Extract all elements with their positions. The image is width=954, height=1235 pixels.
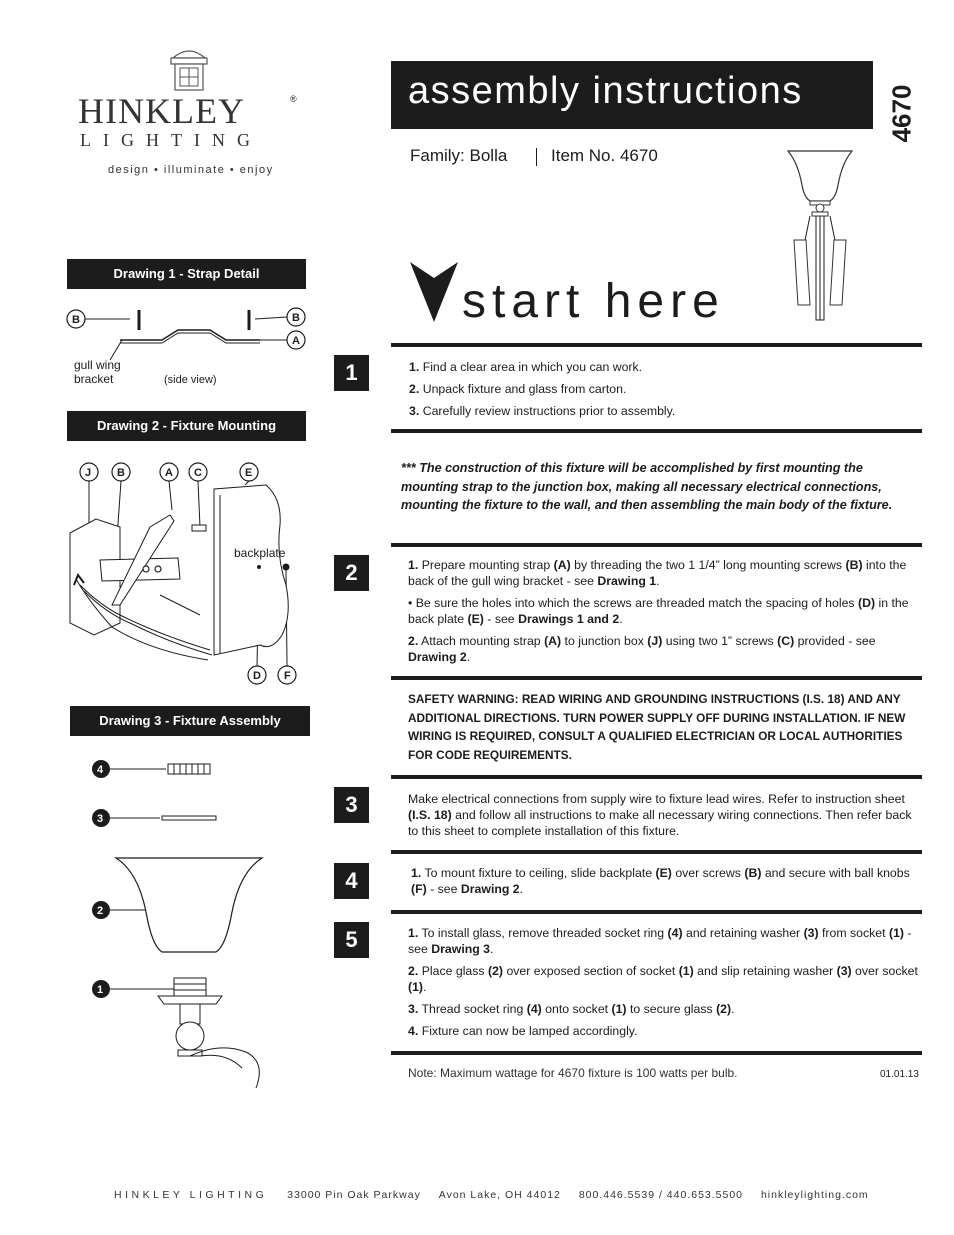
rule-7 — [391, 910, 922, 914]
step-5-para-3: 3. Thread socket ring (4) onto socket (1) to secure glass (2). — [408, 1002, 735, 1016]
brand-logo — [70, 42, 310, 182]
callout-3: 3 — [97, 813, 104, 825]
rule-8 — [391, 1051, 922, 1055]
step-1-badge: 1 — [334, 355, 369, 391]
rule-1 — [391, 343, 922, 347]
callout-j: J — [85, 467, 92, 479]
fixture-illustration — [780, 145, 870, 325]
step-2-para-1: 1. Prepare mounting strap (A) by threading the two 1 1/4” long mounting screws (B) into the back of the gull wing bracket - see Drawing 1. — [408, 558, 907, 588]
rule-2 — [391, 429, 922, 433]
callout-2: 2 — [97, 905, 104, 917]
drawing1-bracket-label: gull wing bracket — [74, 358, 121, 386]
drawing2-fixture-mounting — [60, 455, 320, 695]
rule-4 — [391, 676, 922, 680]
footnote: Note: Maximum wattage for 4670 fixture is 100 watts per bulb. — [408, 1066, 738, 1080]
page-title: assembly instructions — [408, 70, 803, 112]
start-here-text: start here — [462, 275, 725, 328]
drawing2-backplate-label: backplate — [234, 546, 286, 560]
callout-b: B — [72, 314, 80, 326]
item-number-vertical: 4670 — [886, 84, 917, 143]
step-5-para-1: 1. To install glass, remove threaded socket ring (4) and retaining washer (3) from socket (1) - see Drawing 3. — [408, 926, 912, 956]
step-3-body — [408, 791, 918, 845]
step-4-badge: 4 — [334, 863, 369, 899]
rule-3 — [391, 543, 922, 547]
footer-address: 33000 Pin Oak Parkway — [287, 1189, 421, 1201]
family-label: Family: Bolla — [410, 146, 508, 165]
brand-name: HINKLEY — [78, 91, 245, 131]
callout-d: D — [253, 670, 261, 682]
safety-warning: SAFETY WARNING: READ WIRING AND GROUNDING INSTRUCTIONS (I.S. 18) AND ANY ADDITIONAL DIRECTIONS. TURN POWER SUPPLY OFF DURING INSTALLATION. IF NEW WIRING IS REQUIRED, CONSULT A QUALIFIED ELECTRICIAN OR LOCAL AUTHORITIES FOR CODE REQUIREMENTS. — [408, 692, 906, 762]
footer-phone: 800.446.5539 / 440.653.5500 — [578, 1189, 744, 1201]
step-2-para-2: • Be sure the holes into which the screws are threaded match the spacing of holes (D) in the back plate (E) - see Drawings 1 and 2. — [408, 596, 909, 626]
step-2-body — [408, 557, 916, 671]
callout-a: A — [165, 467, 173, 479]
callout-b: B — [117, 467, 125, 479]
step-4-body — [411, 865, 916, 903]
construction-note: *** The construction of this fixture will be accomplished by first mounting the mounting strap to the junction box, making all necessary electrical connections, mounting the fixture to the wall, and then assembling the main body of the fixture. — [401, 461, 893, 512]
step-1-item: 3. Carefully review instructions prior to assembly. — [409, 404, 676, 418]
step-2-badge: 2 — [334, 555, 369, 591]
drawing3-fixture-assembly — [80, 752, 300, 1102]
footer — [114, 1189, 874, 1201]
step-3-badge: 3 — [334, 787, 369, 823]
step-5-para-4: 4. Fixture can now be lamped accordingly. — [408, 1024, 638, 1038]
callout-c: C — [194, 467, 202, 479]
start-arrow-icon — [410, 262, 458, 322]
rule-6 — [391, 850, 922, 854]
step-3-para: Make electrical connections from supply wire to fixture lead wires. Refer to instruction sheet (I.S. 18) and follow all instructions to make all necessary wiring connections. Then refer back to this sheet to complete installation of this fixture. — [408, 792, 912, 838]
callout-e: E — [245, 467, 253, 479]
drawing3-title: Drawing 3 - Fixture Assembly — [70, 706, 310, 736]
step-1-item: 1. Find a clear area in which you can work. — [409, 360, 643, 374]
header-divider — [536, 148, 537, 166]
item-label: Item No. 4670 — [551, 146, 658, 165]
step-4-para: 1. To mount fixture to ceiling, slide backplate (E) over screws (B) and secure with ball knobs (F) - see Drawing 2. — [411, 866, 910, 896]
brand-tagline: design • illuminate • enjoy — [108, 164, 274, 176]
lantern-logo-icon — [165, 44, 213, 94]
callout-4: 4 — [97, 764, 104, 776]
drawing1-side-label: (side view) — [164, 374, 217, 386]
title-banner — [391, 61, 873, 129]
drawing2-title: Drawing 2 - Fixture Mounting — [67, 411, 306, 441]
callout-b: B — [292, 312, 300, 324]
drawing1-title: Drawing 1 - Strap Detail — [67, 259, 306, 289]
step-5-para-2: 2. Place glass (2) over exposed section of socket (1) and slip retaining washer (3) over socket (1). — [408, 964, 918, 994]
callout-1: 1 — [97, 984, 104, 996]
footer-web-link[interactable]: hinkleylighting.com — [760, 1189, 869, 1201]
rule-5 — [391, 775, 922, 779]
callout-f: F — [284, 670, 291, 682]
step-5-body — [408, 925, 918, 1045]
callout-a: A — [292, 335, 300, 347]
step-1-body — [409, 359, 909, 425]
brand-sub: LIGHTING — [80, 130, 262, 150]
step-5-badge: 5 — [334, 922, 369, 958]
footer-city: Avon Lake, OH 44012 — [438, 1189, 561, 1201]
step-1-item: 2. Unpack fixture and glass from carton. — [409, 382, 627, 396]
revision-date: 01.01.13 — [880, 1069, 919, 1080]
step-2-para-3: 2. Attach mounting strap (A) to junction box (J) using two 1” screws (C) provided - see Drawing 2. — [408, 634, 876, 664]
footer-company: HINKLEY LIGHTING — [114, 1189, 268, 1201]
registered-mark: ® — [290, 94, 297, 104]
